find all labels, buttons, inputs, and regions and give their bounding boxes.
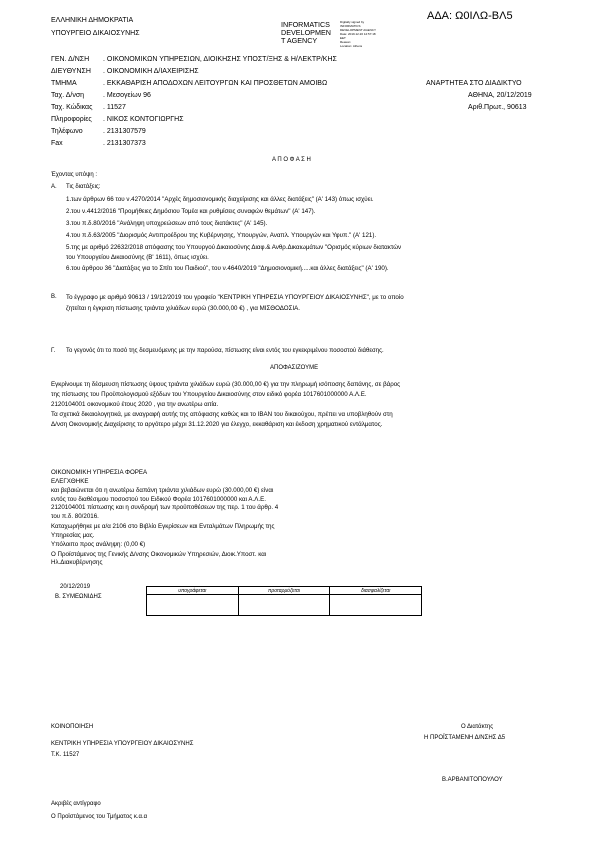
- info-label-department: ΤΜΗΜΑ: [51, 80, 77, 87]
- protocol-number: Αριθ.Πρωτ., 90613: [468, 104, 527, 111]
- notify-line: ΚΕΝΤΡΙΚΗ ΥΠΗΡΕΣΙΑ ΥΠΟΥΡΓΕΙΟΥ ΔΙΚΑΙΟΣΥΝΗΣ: [51, 741, 194, 747]
- table-cell: [238, 595, 330, 616]
- info-label-contact: Πληροφορίες: [51, 116, 92, 123]
- consultation-table: [146, 586, 422, 616]
- certified-by: Ο Προϊστάμενος του Τμήματος κ.α.α: [51, 814, 148, 820]
- signature-detail-4: Date: 2019.12.20 12:57:18: [340, 32, 376, 36]
- table-header: διασφαλίζεται: [330, 587, 422, 595]
- decision-line: Τα σχετικά δικαιολογητικά, με αναγραφή αυτής της απόφασης καθώς και το IBAN του δικαιούχου, πρέπει να υποβληθούν στη: [51, 411, 393, 418]
- list-item: 5.της με αριθμό 22632/2018 απόφασης του Υπουργού Δικαιοσύνης Διαφ.& Ανθρ.Δικαιωμάτων "Ορισμός κύριων διατακτών: [66, 244, 402, 251]
- signer-role: Ο Διατάκτης: [461, 724, 494, 730]
- list-item: 6.του άρθρου 36 "Διατάξεις για το Σπίτι του Παιδιού", του ν.4640/2019 "Δημοσιονομική.....και άλλες διατάξεις" (Α' 190).: [66, 265, 389, 272]
- logo-line-3: T AGENCY: [281, 36, 318, 45]
- section-a-list: [66, 196, 401, 277]
- section-b-line: ζητείται η έγκριση πίστωσης τριάντα χιλιάδων ευρώ (30.000,00 €) , για ΜΙΣΘΟΔΟΣΙΑ.: [66, 305, 301, 312]
- list-item: 4.του π.δ.63/2005 "Διορισμός Αντιπροέδρου της Κυβέρνησης, Υπουργών, Αναπλ. Υπουργών και Υφυπ." (Α' 121).: [66, 232, 377, 239]
- decision-title: Α Π Ο Φ Α Σ Η: [272, 157, 311, 163]
- certified-copy-label: Ακριβές αντίγραφο: [51, 801, 101, 807]
- finance-line: του π.δ. 80/2016.: [51, 512, 99, 520]
- section-c-marker: Γ.: [51, 348, 56, 354]
- logo-line-2: DEVELOPMEN: [281, 28, 331, 37]
- table-header: υπογράφεται: [147, 587, 239, 595]
- finance-sign-date: 20/12/2019: [60, 584, 91, 590]
- section-a-marker: Α.: [51, 184, 57, 190]
- info-value-directorate: . ΟΙΚΟΝΟΜΙΚΗ Δ/ΙΑΧΕΙΡΙΣΗΣ: [103, 68, 199, 75]
- finance-sign-name: Β. ΣΥΜΕΩΝΙΔΗΣ: [55, 594, 102, 600]
- finance-line: Υπόλοιπο προς ανάληψη: (0,00 €): [51, 540, 146, 548]
- list-item: 2.του ν.4412/2016 "Προμήθειες Δημόσιου Τομέα και ρυθμίσεις συναφών θεμάτων" (Α' 147).: [66, 208, 316, 215]
- info-label-division: ΓΕΝ. Δ/ΝΣΗ: [51, 56, 90, 63]
- info-label-phone: Τηλέφωνο: [51, 128, 83, 135]
- list-item: 1.των άρθρων 66 του ν.4270/2014 "Αρχές δημοσιονομικής διαχείρισης και άλλες διατάξεις" (Α' 143) όπως ισχύει.: [66, 196, 374, 203]
- section-a-title: Τις διατάξεις:: [66, 184, 101, 190]
- ministry-name: ΥΠΟΥΡΓΕΙΟ ΔΙΚΑΙΟΣΥΝΗΣ: [51, 30, 140, 37]
- notify-heading: ΚΟΙΝΟΠΟΙΗΣΗ: [51, 724, 94, 730]
- finance-line: εντός του διαθέσιμου ποσοστού του Ειδικού Φορέα 1017601000000 και Α.Λ.Ε.: [51, 495, 266, 503]
- info-value-postcode: . 11527: [103, 104, 126, 111]
- we-decide-title: ΑΠΟΦΑΣΙΖΟΥΜΕ: [270, 365, 319, 371]
- decision-paragraph: [51, 381, 400, 429]
- signature-detail-7: Location: Athens: [340, 44, 363, 48]
- decision-line: Δ/νση Οικονομικής Διαχείρισης το αργότερο μέχρι 31.12.2020 για έλεγχο, εκκαθάριση και έκδοση χρηματικού εντάλματος.: [51, 421, 383, 428]
- info-value-phone: . 2131307579: [103, 128, 146, 135]
- table-cell: [330, 595, 422, 616]
- country-name: ΕΛΛΗΝΙΚΗ ΔΗΜΟΚΡΑΤΙΑ: [51, 17, 134, 24]
- signature-detail-1: Digitally signed by: [340, 20, 365, 24]
- info-label-address: Ταχ. Δ/νση: [51, 92, 85, 99]
- list-item: του Υπουργείου Δικαιοσύνης (Β' 1611), όπως ισχύει.: [66, 254, 209, 261]
- info-label-fax: Fax: [51, 140, 63, 147]
- finance-checked: ΕΛΕΓΧΘΗΚΕ: [51, 478, 89, 485]
- signature-detail-2: INFORMATICS: [340, 24, 361, 28]
- finance-line: Καταχωρήθηκε με α/α 2106 στο Βιβλίο Εγκρίσεων και Ενταλμάτων Πληρωμής της: [51, 522, 275, 530]
- signer-name: Β.ΑΡΒΑΝΙΤΟΠΟΥΛΟΥ: [442, 777, 503, 783]
- list-item: 3.του π.δ.80/2016 "Ανάληψη υποχρεώσεων από τους διατάκτες" (Α' 145).: [66, 220, 268, 227]
- info-label-directorate: ΔΙΕΥΘΥΝΣΗ: [51, 68, 91, 75]
- section-b-line: Το έγγραφο με αριθμό 90613 / 19/12/2019 του γραφείο "ΚΕΝΤΡΙΚΗ ΥΠΗΡΕΣΙΑ ΥΠΟΥΡΓΕΙΟΥ ΔΙΚΑΙΟΣΥΝΗΣ", με το οποίο: [66, 294, 404, 301]
- finance-line: Ο Προϊστάμενος της Γενικής Δ/νσης Οικονομικών Υπηρεσιών, Διοικ.Υποστ. και: [51, 550, 267, 558]
- document-date: ΑΘΗΝΑ, 20/12/2019: [468, 92, 532, 99]
- having-regard: Έχοντας υπόψη :: [51, 172, 98, 178]
- table-header: προταρμόζεται: [238, 587, 330, 595]
- notify-line: Τ.Κ. 11527: [51, 752, 80, 758]
- finance-heading: ΟΙΚΟΝΟΜΙΚΗ ΥΠΗΡΕΣΙΑ ΦΟΡΕΑ: [51, 469, 148, 476]
- info-label-postcode: Ταχ. Κώδικας: [51, 104, 93, 111]
- decision-line: Εγκρίνουμε τη δέσμευση πίστωσης ύψους τριάντα χιλιάδων ευρώ (30.000,00 €) για την πληρωμή ισόποσης δαπάνης, σε βάρος: [51, 381, 401, 388]
- info-value-department: . ΕΚΚΑΘΑΡΙΣΗ ΑΠΟΔΟΧΩΝ ΛΕΙΤΟΥΡΓΩΝ ΚΑΙ ΠΡΟΣΘΕΤΩΝ ΑΜΟΙΒΩ: [103, 80, 328, 87]
- ada-code: ΑΔΑ: Ω0ΙΛΩ-ΒΛ5: [427, 10, 513, 22]
- table-cell: [147, 595, 239, 616]
- signature-detail-6: Reason:: [340, 40, 352, 44]
- post-online-label: ΑΝΑΡΤΗΤΕΑ ΣΤΟ ΔΙΑΔΙΚΤΥΟ: [426, 80, 522, 87]
- signature-detail-5: EET: [340, 36, 346, 40]
- finance-block: [51, 469, 278, 568]
- signer-title: Η ΠΡΟΪΣΤΑΜΕΝΗ Δ/ΝΣΗΣ Δ5: [424, 735, 506, 741]
- decision-line: της πίστωσης του Προϋπολογισμού εξόδων του Υπουργείου Δικαιοσύνης στον ειδικό φορέα 1017601000000 Α.Λ.Ε.: [51, 391, 367, 398]
- signature-detail-3: DEVELOPMENT AGENCY: [340, 28, 376, 32]
- section-b-marker: Β.: [51, 294, 57, 300]
- finance-line: Υπηρεσίας μας.: [51, 531, 95, 539]
- finance-line: 2120104001 πίστωσης και η συνδρομή των προϋποθέσεων της περ. 1 του άρθρ. 4: [51, 504, 279, 511]
- info-value-division: . ΟΙΚΟΝΟΜΙΚΩΝ ΥΠΗΡΕΣΙΩΝ, ΔΙΟΙΚΗΣΗΣ ΥΠΟΣΤ/ΞΗΣ & Η/ΛΕΚΤΡ/ΚΗΣ: [103, 56, 337, 63]
- section-c-text: Το γεγονός ότι το ποσό της δεσμευόμενης με την παρούσα, πίστωσης είναι εντός του εγκεκριμένου ποσοστού διάθεσης.: [66, 348, 384, 354]
- section-b-text: [66, 294, 404, 313]
- decision-line: 2120104001 οικονομικού έτους 2020 , για την ανωτέρω αιτία.: [51, 401, 219, 408]
- info-value-address: . Μεσογείων 96: [103, 92, 151, 99]
- info-value-fax: . 2131307373: [103, 140, 146, 147]
- info-value-contact: . ΝΙΚΟΣ ΚΟΝΤΟΓΙΩΡΓΗΣ: [103, 116, 184, 123]
- finance-line: Ηλ.Διακυβέρνησης: [51, 559, 103, 566]
- finance-line: και βεβαιώνεται ότι η ανωτέρω δαπάνη τριάντα χιλιάδων ευρώ (30.000,00 €) είναι: [51, 487, 274, 494]
- logo-line-1: INFORMATICS: [281, 20, 330, 29]
